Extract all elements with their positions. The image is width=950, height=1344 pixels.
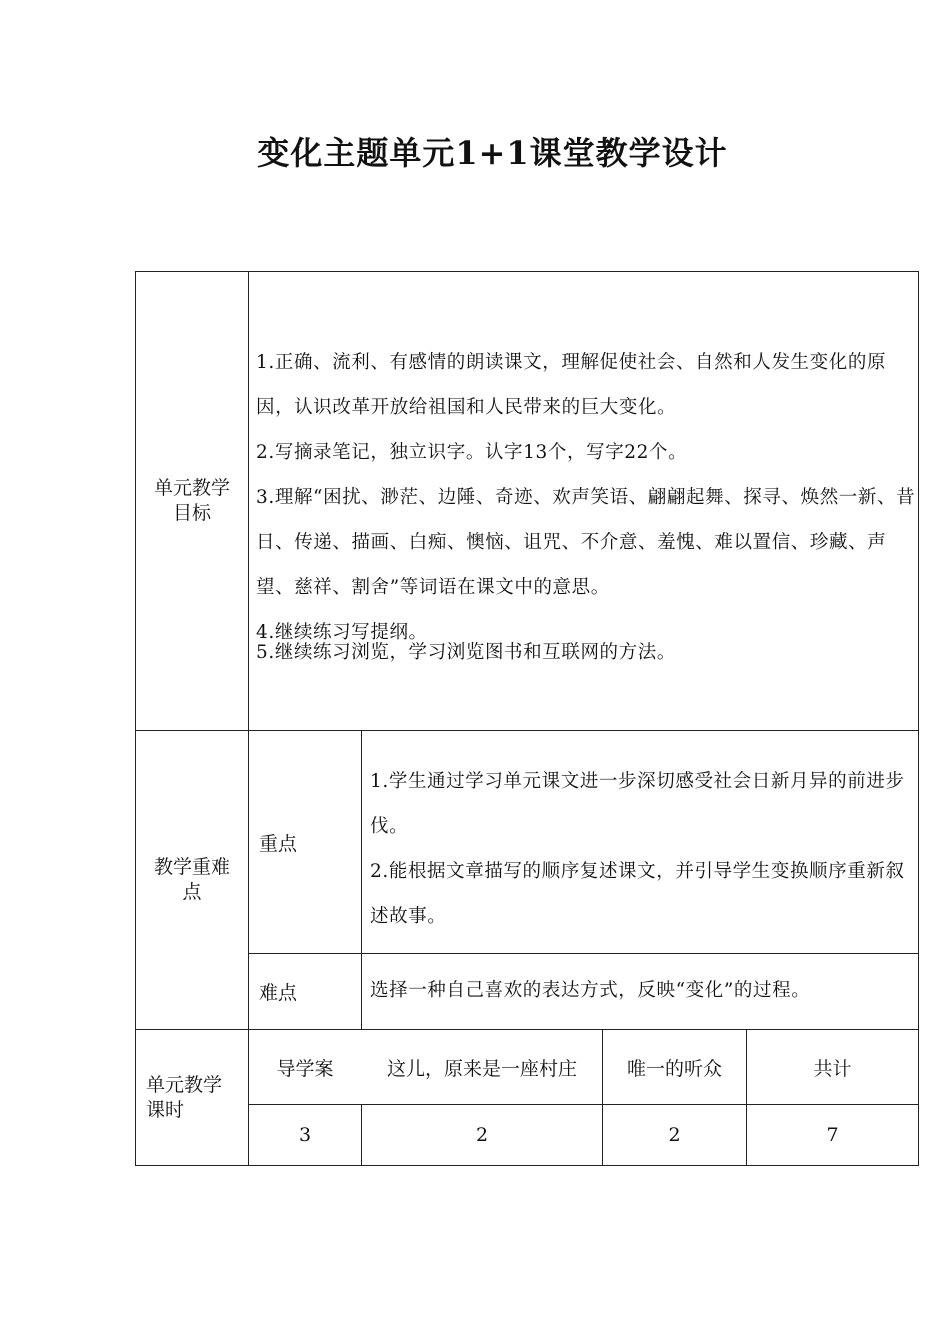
hours-label <box>136 1073 248 1123</box>
hours-header-cell: 共计 <box>813 1057 852 1080</box>
key-point-content <box>370 759 912 939</box>
focus-label <box>136 855 248 905</box>
goal-item: 1.正确、流利、有感情的朗读课文，理解促使社会、自然和人发生变化的原因，认识改革开放给祖国和人民带来的巨大变化。 <box>256 352 887 418</box>
goals-content <box>256 340 916 667</box>
goals-label-line2: 目标 <box>172 502 211 524</box>
hours-value-cell: 3 <box>298 1124 312 1146</box>
hours-label-line2: 课时 <box>146 1099 185 1121</box>
table-border-right <box>918 271 919 1166</box>
difficult-point-label: 难点 <box>259 982 298 1004</box>
table-divider <box>361 730 362 1030</box>
page-title: 变化主题单元1+1课堂教学设计 <box>257 134 728 172</box>
focus-label-line2: 点 <box>182 881 202 903</box>
table-border-top <box>135 271 919 272</box>
table-border-bottom <box>135 1165 919 1166</box>
goal-item: 5.继续练习浏览，学习浏览图书和互联网的方法。 <box>256 642 676 663</box>
hours-value-cell: 2 <box>668 1124 681 1146</box>
hours-value-cell: 7 <box>826 1124 839 1146</box>
difficult-point-content: 选择一种自己喜欢的表达方式，反映“变化”的过程。 <box>370 980 811 1001</box>
goal-item: 3.理解“困扰、渺茫、边陲、奇迹、欢声笑语、翩翩起舞、探寻、焕然一新、昔日、传递、描画、白痴、懊恼、诅咒、不介意、羞愧、难以置信、珍藏、声望、慈祥、割舍”等词语在课文中的意思。 <box>256 487 916 598</box>
goal-item: 4.继续练习写提纲。 <box>256 622 428 643</box>
hours-header-cell: 导学案 <box>276 1057 334 1080</box>
hours-header-cell: 唯一的听众 <box>626 1057 722 1080</box>
key-point-item: 1.学生通过学习单元课文进一步深切感受社会日新月异的前进步伐。 <box>370 771 905 837</box>
table-border-left <box>135 271 136 1166</box>
hours-label-line1: 单元教学 <box>146 1074 223 1096</box>
goal-item: 2.写摘录笔记，独立识字。认字13个，写字22个。 <box>256 442 688 463</box>
hours-value-cell: 2 <box>475 1124 489 1146</box>
goals-label <box>136 476 248 526</box>
focus-label-line1: 教学重难 <box>153 856 230 878</box>
hours-header-cell: 这儿，原来是一座村庄 <box>386 1057 577 1080</box>
key-point-label: 重点 <box>259 832 298 855</box>
goals-label-line1: 单元教学 <box>153 477 230 499</box>
key-point-item: 2.能根据文章描写的顺序复述课文，并引导学生变换顺序重新叙述故事。 <box>370 861 905 927</box>
